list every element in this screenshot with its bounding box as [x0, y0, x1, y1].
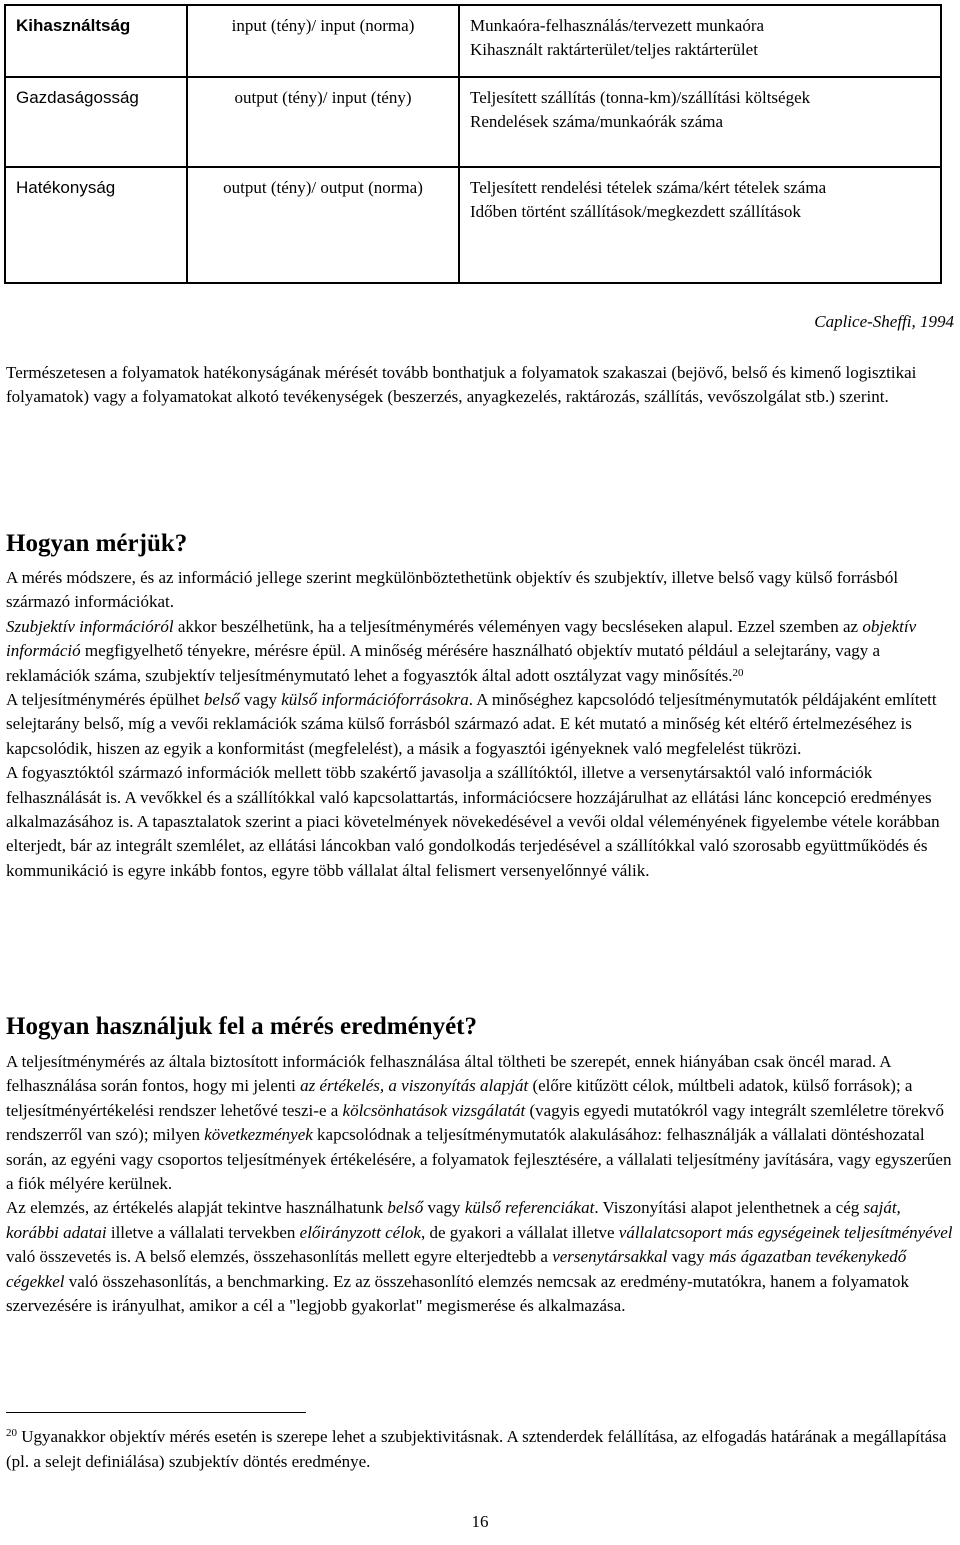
formula-cell: input (tény)/ input (norma): [187, 5, 459, 77]
table-row: [5, 5, 941, 77]
example-line: Időben történt szállítások/megkezdett szállítások: [470, 202, 801, 221]
measure-cell: Gazdaságosság: [5, 77, 187, 167]
table-row: [5, 77, 941, 167]
formula-cell: output (tény)/ input (tény): [187, 77, 459, 167]
formula-cell: output (tény)/ output (norma): [187, 167, 459, 283]
example-line: Munkaóra-felhasználás/tervezett munkaóra: [470, 16, 765, 35]
examples-cell: [459, 167, 941, 283]
footnote-number: 20: [6, 1427, 17, 1439]
measure-cell: Kihasználtság: [5, 5, 187, 77]
footnote-divider: [6, 1412, 306, 1413]
examples-cell: [459, 5, 941, 77]
footnote-ref: 20: [732, 666, 744, 679]
metrics-table: [4, 4, 942, 284]
example-line: Teljesített szállítás (tonna-km)/szállítási költségek: [470, 88, 811, 107]
section-body: A teljesítménymérés az általa biztosított információk felhasználása által töltheti be szerepét, ennek hiányában csak öncél marad. A felhasználása során fontos, hogy mi jelenti az értékelés, a viszonyítás alapját (előre kitűzött célok, múltbeli adatok, külső források); a teljesítményértékelési rendszer lehetővé teszi-e a kölcsönhatások vizsgálatát (vagyis egyedi mutatókról vagy integrált szemléletre törekvő rendszerről van szó); milyen következmények kapcsolódnak a teljesítménymutatók alakulásához: felhasználják a vállalati döntéshozatal során, az egyéni vagy csoportos teljesítmények értékelésére, a folyamatok fejlesztésére, a vállalati teljesítmény javítására, vagy egyszerűen a fiók mélyére kerülnek. Az elemzés, az értékelés alapját tekintve használhatunk belső vagy külső referenciákat. Viszonyítási alapot jelenthetnek a cég saját, korábbi adatai illetve a vállalati tervekben előirányzott célok, de gyakori a vállalat illetve vállalatcsoport más egységeinek teljesítményével való összevetés is. A belső elemzés, összehasonlítás mellett egyre elterjedtebb a versenytársakkal vagy más ágazatban tevékenykedő cégekkel való összehasonlítás, a benchmarking. Ez az összehasonlító elemzés nemcsak az eredmény-mutatókra, hanem a folyamatok szervezésére is irányulhat, amikor a cél a "legjobb gyakorlat" megismerése és alkalmazása.: [6, 1052, 953, 1316]
example-line: Rendelések száma/munkaórák száma: [470, 112, 724, 131]
example-line: Teljesített rendelési tételek száma/kért tételek száma: [470, 178, 827, 197]
section-body: A mérés módszere, és az információ jellege szerint megkülönböztethetünk objektív és szubjektív, illetve belső vagy külső forrásból származó információkat. Szubjektív információról akkor beszélhetünk, ha a teljesítménymérés véleményen vagy becsléseken alapul. Ezzel szemben az objektív információ megfigyelhető tényekre, mérésre épül. A minőség mérésére használható objektív mutató például a selejtarány, vagy a reklamációk száma, szubjektív teljesítménymutató lehet a fogyasztók által adott osztályzat vagy minősítés.$^{20}$ A teljesítménymérés épülhet belső vagy külső információforrásokra. A minőséghez kapcsolódó teljesítménymutatók példájaként említett selejtarány belső, míg a vevői reklamációk száma külső forrásból származó adat. E két mutató a minőség két eltérő értelmezéséhez is kapcsolódik, hiszen az egyik a konformitást (megfelelést), a másik a fogyasztói igényeknek való megfelelést tükrözi. A fogyasztóktól származó információk mellett több szakértő javasolja a szállítóktól, illetve a versenytársaktól való információk felhasználását is. A vevőkkel és a szállítókkal való kapcsolattartás, információcsere hozzájárulhat az ellátási lánc koncepció eredményes alkalmazásához is. A tapasztalatok szerint a piaci követelmények növekedésével a vevői oldal véleményének figyelembe vétele korábban elterjedt, bár az integrált szemlélet, az ellátási láncokban való gondolkodás terjedésével a szállítókkal való szorosabb együttműködés és kommunikáció is egyre inkább fontos, egyre több vállalat által felismert versenyelőnnyé válik.: [6, 568, 940, 880]
example-line: Kihasznált raktárterület/teljes raktárterület: [470, 40, 758, 59]
table-row: [5, 167, 941, 283]
footnote: $^{20}$ Ugyanakkor objektív mérés esetén is szerepe lehet a szubjektivitásnak. A sztenderdek felállítása, az elfogadás határának a megállapítása (pl. a selejt definiálása) szubjektív döntés eredménye.: [6, 1427, 947, 1471]
paragraph: Természetesen a folyamatok hatékonyságának mérését tovább bonthatjuk a folyamatok szakaszai (bejövő, belső és kimenő logisztikai folyamatok) vagy a folyamatokat alkotó tevékenységek (beszerzés, anyagkezelés, raktározás, szállítás, vevőszolgálat stb.) szerint.: [6, 363, 917, 407]
measure-cell: Hatékonyság: [5, 167, 187, 283]
section-heading: Hogyan használjuk fel a mérés eredményét?: [6, 1013, 478, 1040]
examples-cell: [459, 77, 941, 167]
table-source: Caplice-Sheffi, 1994: [814, 312, 954, 331]
page-number: 16: [471, 1512, 489, 1531]
section-heading: Hogyan mérjük?: [6, 530, 188, 557]
